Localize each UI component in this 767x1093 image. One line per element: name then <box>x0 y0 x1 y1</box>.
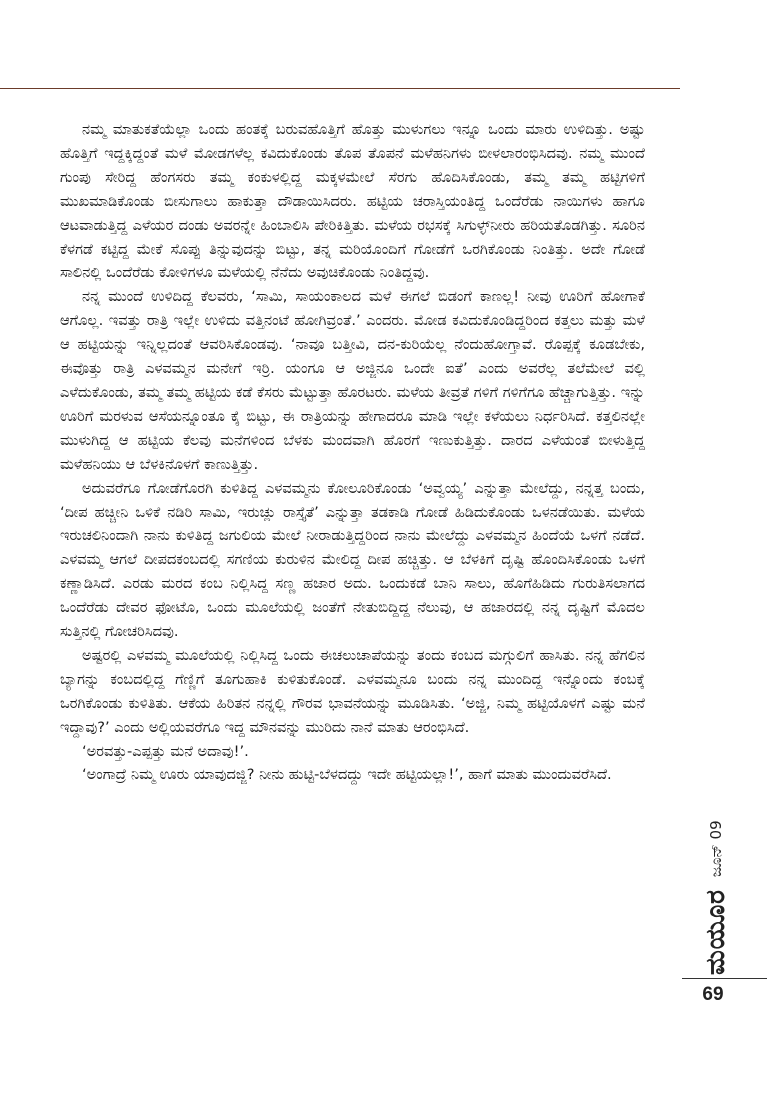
page-number: 69 <box>702 984 724 1005</box>
footer-divider <box>682 978 767 979</box>
paragraph-4: ಅಷ್ಟರಲ್ಲಿ ಎಳವಮ್ಮ ಮೂಲೆಯಲ್ಲಿ ನಿಲ್ಲಿಸಿದ್ದ ಒಂದು ಈಚಲುಚಾಪೆಯನ್ನು ತಂದು ಕಂಬದ ಮಗ್ಗುಲಿಗೆ ಹಾಸಿತು. ನನ್ನ ಹೆಗಲಿನ ಬ್ಯಾಗನ್ನು ಕಂಬದಲ್ಲಿದ್ದ ಗೆಣ್ಣಿಗೆ ತೂಗುಹಾಕಿ ಕುಳಿತುಕೊಂಡೆ. ಎಳವಮ್ಮನೂ ಬಂದು ನನ್ನ ಮುಂದಿದ್ದ ಇನ್ನೊಂದು ಕಂಬಕ್ಕೆ ಒರಗಿಕೊಂಡು ಕುಳಿತಿತು. ಆಕೆಯ ಹಿರಿತನ ನನ್ನಲ್ಲಿ ಗೌರವ ಭಾವನೆಯನ್ನು ಮೂಡಿಸಿತು. ‘ಅಜ್ಜಿ, ನಿಮ್ಮ ಹಟ್ಟಿಯೊಳಗೆ ಎಷ್ಟು ಮನೆ ಇದ್ದಾವು?’ ಎಂದು ಅಲ್ಲಿಯವರೆಗೂ ಇದ್ದ ಮೌನವನ್ನು ಮುರಿದು ನಾನೆ ಮಾತು ಆರಂಭಿಸಿದೆ. <box>60 646 645 736</box>
paragraph-6: ‘ಅಂಗಾದ್ರೆ ನಿಮ್ಮ ಊರು ಯಾವುದಜ್ಜಿ? ನೀನು ಹುಟ್ಟಿ-ಬೆಳದದ್ದು ಇದೇ ಹಟ್ಟಿಯಲ್ಲಾ!’, ಹಾಗೆ ಮಾತು ಮುಂದುವರೆಸಿದೆ. <box>82 766 612 784</box>
paragraph-5: ‘ಅರವತ್ತು-ಎಪ್ಪತ್ತು ಮನೆ ಅದಾವು!’. <box>82 742 249 760</box>
paragraph-2: ನನ್ನ ಮುಂದೆ ಉಳಿದಿದ್ದ ಕೆಲವರು, ‘ಸಾಮಿ, ಸಾಯಂಕಾಲದ ಮಳೆ ಈಗಲೆ ಬಿಡಂಗೆ ಕಾಣಲ್ಲ! ನೀವು ಊರಿಗೆ ಹೋಗಾಕೆ ಆಗೊಲ್ಲ. ಇವತ್ತು ರಾತ್ರಿ ಇಲ್ಲೇ ಉಳಿದು ವತ್ತಿನಂಟೆ ಹೋಗಿವ್ರಂತೆ.’ ಎಂದರು. ಮೋಡ ಕವಿದುಕೊಂಡಿದ್ದರಿಂದ ಕತ್ತಲು ಮತ್ತು ಮಳೆ ಆ ಹಟ್ಟಿಯನ್ನು ಇನ್ನಿಲ್ಲದಂತೆ ಆವರಿಸಿಕೊಂಡವು. ‘ನಾವೂ ಬತ್ತೀವಿ, ದನ-ಕುರಿಯೆಲ್ಲ ನೆಂದುಹೋಗ್ತಾವೆ. ರೊಪ್ಪಕ್ಕೆ ಕೂಡಬೇಕು, ಈವೊತ್ತು ರಾತ್ರಿ ಎಳವಮ್ಮನ ಮನೇಗೆ ಇರ್ರಿ. ಯಂಗೂ ಆ ಅಜ್ಜಿನೂ ಒಂದೇ ಐತೆ’ ಎಂದು ಅವರೆಲ್ಲ ತಲೆಮೇಲೆ ವಲ್ಲಿ ಎಳೆದುಕೊಂಡು, ತಮ್ಮ ತಮ್ಮ ಹಟ್ಟಿಯ ಕಡೆ ಕೆಸರು ಮೆಟ್ಟುತ್ತಾ ಹೊರಟರು. ಮಳೆಯ ತೀವ್ರತೆ ಗಳಿಗೆ ಗಳಿಗೆಗೂ ಹೆಚ್ಚಾಗುತ್ತಿತ್ತು. ಇನ್ನು ಊರಿಗೆ ಮರಳುವ ಆಸೆಯನ್ನೂಂತೂ ಕೈ ಬಿಟ್ಟು, ಈ ರಾತ್ರಿಯನ್ನು ಹೇಗಾದರೂ ಮಾಡಿ ಇಲ್ಲೇ ಕಳೆಯಲು ನಿರ್ಧರಿಸಿದೆ. ಕತ್ತಲಿನಲ್ಲೇ ಮುಳುಗಿದ್ದ ಆ ಹಟ್ಟಿಯ ಕೆಲವು ಮನೆಗಳಿಂದ ಬೆಳಕು ಮಂದವಾಗಿ ಹೊರಗೆ ಇಣುಕುತ್ತಿತ್ತು. ದಾರದ ಎಳೆಯಂತೆ ಬೀಳುತ್ತಿದ್ದ ಮಳೆಹನಿಯು ಆ ಬೆಳಕಿನೊಳಗೆ ಕಾಣುತ್ತಿತ್ತು. <box>60 288 645 473</box>
paragraph-1: ನಮ್ಮ ಮಾತುಕತೆಯೆಲ್ಲಾ ಒಂದು ಹಂತಕ್ಕೆ ಬರುವಹೊತ್ತಿಗೆ ಹೊತ್ತು ಮುಳುಗಲು ಇನ್ನೂ ಒಂದು ಮಾರು ಉಳಿದಿತ್ತು. ಅಷ್ಟು ಹೊತ್ತಿಗೆ ಇದ್ದಕ್ಕಿದ್ದಂತೆ ಮಳೆ ಮೋಡಗಳೆಲ್ಲ ಕವಿದುಕೊಂಡು ತೊಪ ತೊಪನೆ ಮಳೆಹನಿಗಳು ಬೀಳಲಾರಂಭಿಸಿದವು. ನಮ್ಮ ಮುಂದೆ ಗುಂಪು ಸೇರಿದ್ದ ಹೆಂಗಸರು ತಮ್ಮ ಕಂಕುಳಲ್ಲಿದ್ದ ಮಕ್ಕಳಮೇಲೆ ಸೆರಗು ಹೊದಿಸಿಕೊಂಡು, ತಮ್ಮ ತಮ್ಮ ಹಟ್ಟಿಗಳಿಗೆ ಮುಖಮಾಡಿಕೊಂಡು ಬೀಸುಗಾಲು ಹಾಕುತ್ತಾ ದೌಡಾಯಿಸಿದರು. ಹಟ್ಟಿಯ ಚರಾಸ್ತಿಯಂತಿದ್ದ ಒಂದೆರೆಡು ನಾಯಿಗಳು ಹಾಗೂ ಆಟವಾಡುತ್ತಿದ್ದ ಎಳೆಯರ ದಂಡು ಅವರನ್ನೇ ಹಿಂಬಾಲಿಸಿ ಪೇರಿಕಿತ್ತಿತು. ಮಳೆಯ ರಭಸಕ್ಕೆ ಸಿಗುಳ್ಳ್‌ನೀರು ಹರಿಯತೊಡಗಿತ್ತು. ಸೂರಿನ ಕೆಳಗಡೆ ಕಟ್ಟಿದ್ದ ಮೇಕೆ ಸೊಪ್ಪು ತಿನ್ನುವುದನ್ನು ಬಿಟ್ಟು, ತನ್ನ ಮರಿಯೊಂದಿಗೆ ಗೋಡೆಗೆ ಒರಗಿಕೊಂಡು ನಿಂತಿತ್ತು. ಅದೇ ಗೋಡೆ ಸಾಲಿನಲ್ಲಿ ಒಂದೆರೆಡು ಕೋಳಿಗಳೂ ಮಳೆಯಲ್ಲಿ ನೆನೆದು ಅವುಚಿಕೊಂಡು ನಿಂತಿದ್ದವು. <box>60 121 645 282</box>
issue-date: ಜೂನ್ 09 <box>707 820 725 878</box>
paragraph-3: ಅದುವರೆಗೂ ಗೋಡೆಗೊರಗಿ ಕುಳಿತಿದ್ದ ಎಳವಮ್ಮನು ಕೋಲೂರಿಕೊಂಡು ‘ಅವ್ವಯ್ಯ’ ಎನ್ನುತ್ತಾ ಮೇಲೆದ್ದು, ನನ್ನತ್ತ ಬಂದು, ‘ದೀಪ ಹಚ್ಚೀನಿ ಒಳಿಕೆ ನಡಿರಿ ಸಾಮಿ, ಇರುಚ್ಲು ರಾಸ್ತೈತೆ’ ಎನ್ನುತ್ತಾ ತಡಕಾಡಿ ಗೋಡೆ ಹಿಡಿದುಕೊಂಡು ಒಳನಡೆಯಿತು. ಮಳೆಯ ಇರುಚಲಿನಿಂದಾಗಿ ನಾನು ಕುಳಿತಿದ್ದ ಜಗುಲಿಯ ಮೇಲೆ ನೀರಾಡುತ್ತಿದ್ದರಿಂದ ನಾನು ಮೇಲೆದ್ದು ಎಳವಮ್ಮನ ಹಿಂದೆಯೆ ಒಳಗೆ ನಡೆದೆ. ಎಳವಮ್ಮ ಆಗಲೆ ದೀಪದಕಂಬದಲ್ಲಿ ಸಗಣಿಯ ಕುರುಳಿನ ಮೇಲಿದ್ದ ದೀಪ ಹಚ್ಚಿತ್ತು. ಆ ಬೆಳಕಿಗೆ ದೃಷ್ಟಿ ಹೊಂದಿಸಿಕೊಂಡು ಒಳಗೆ ಕಣ್ಣಾಡಿಸಿದೆ. ಎರಡು ಮರದ ಕಂಬ ನಿಲ್ಲಿಸಿದ್ದ ಸಣ್ಣ ಹಜಾರ ಅದು. ಒಂದುಕಡೆ ಬಾನಿ ಸಾಲು, ಹೊಗೆಹಿಡಿದು ಗುರುತಿಸಲಾಗದ ಒಂದೆರೆಡು ದೇವರ ಫೋಟೊ, ಒಂದು ಮೂಲೆಯಲ್ಲಿ ಜಂತೆಗೆ ನೇತುಬಿದ್ದಿದ್ದ ನೆಲುವು, ಆ ಹಜಾರದಲ್ಲಿ ನನ್ನ ದೃಷ್ಟಿಗೆ ಮೊದಲ ಸುತ್ತಿನಲ್ಲಿ ಗೋಚರಿಸಿದವು. <box>60 479 645 641</box>
top-divider <box>0 88 680 89</box>
article-body <box>60 118 645 787</box>
magazine-sidebar <box>686 770 746 975</box>
magazine-name: ಮಯೂರ <box>700 889 731 975</box>
